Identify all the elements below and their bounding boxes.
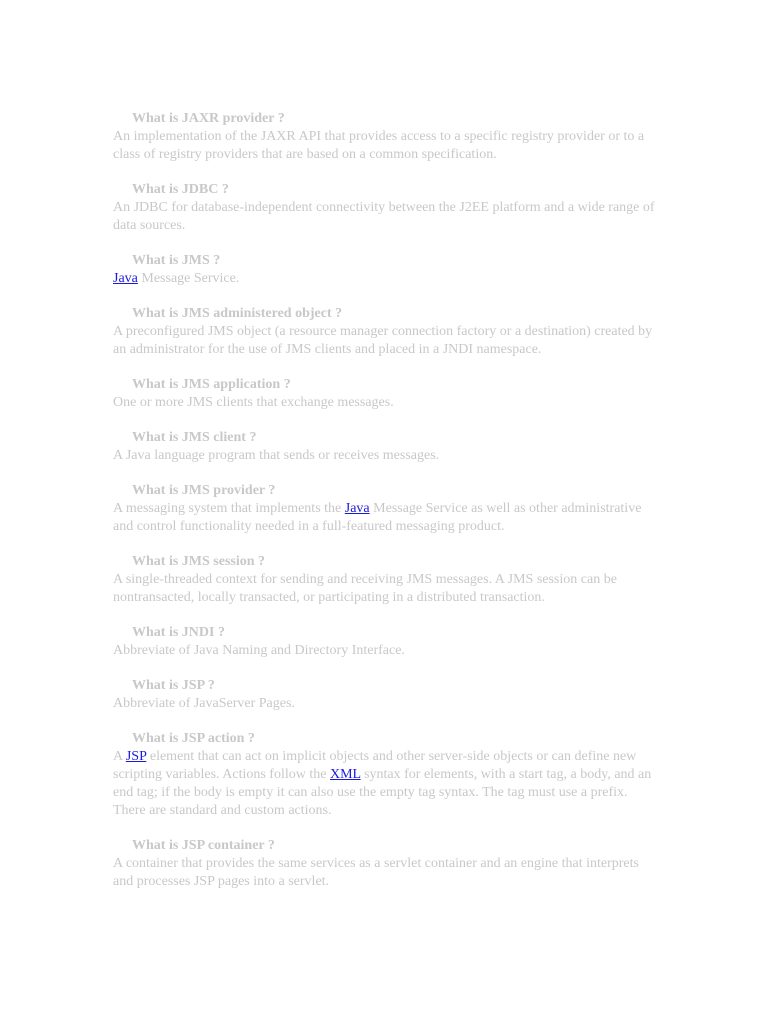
faq-question (113, 429, 658, 447)
answer-text: An implementation of the JAXR API that provides access to a specific registry provider or to a class of registry providers that are based on a common specification. (113, 129, 645, 162)
answer-text: Message Service. (137, 271, 240, 286)
question-text: What is JSP container ? (132, 838, 275, 853)
answer-text: An JDBC for database-independent connectivity between the J2EE platform and a wide range of data sources. (113, 200, 655, 233)
faq-entry (113, 553, 658, 607)
faq-question (113, 110, 658, 128)
faq-entry (113, 730, 658, 820)
question-text: What is JNDI ? (132, 625, 225, 640)
faq-answer (113, 855, 658, 891)
faq-question (113, 482, 658, 500)
faq-answer (113, 270, 658, 288)
answer-text: A Java language program that sends or receives messages. (113, 448, 440, 463)
question-text: What is JMS provider ? (132, 483, 276, 498)
answer-text: A (113, 749, 126, 764)
faq-entry (113, 624, 658, 660)
faq-answer (113, 447, 658, 465)
question-text: What is JDBC ? (132, 182, 229, 197)
faq-question (113, 305, 658, 323)
inline-link[interactable]: Java (113, 271, 138, 286)
answer-text: element that can act on implicit objects and other server-side objects or can define new scripting variables. Actions follow the (113, 749, 637, 782)
document-page (113, 110, 658, 908)
faq-answer (113, 394, 658, 412)
faq-answer (113, 323, 658, 359)
question-text: What is JMS session ? (132, 554, 266, 569)
answer-text: A single-threaded context for sending and receiving JMS messages. A JMS session can be nontransacted, locally transacted, or participating in a distributed transaction. (113, 572, 617, 605)
faq-entry (113, 376, 658, 412)
question-text: What is JSP ? (132, 678, 215, 693)
faq-answer (113, 695, 658, 713)
inline-link[interactable]: XML (329, 767, 361, 782)
answer-text: syntax for elements, with a start tag, a body, and an end tag; if the body is empty it can also use the empty tag syntax. The tag must use a prefix. There are standard and custom actions. (113, 767, 652, 818)
faq-answer (113, 199, 658, 235)
answer-text: Abbreviate of Java Naming and Directory Interface. (113, 643, 405, 658)
faq-entry (113, 252, 658, 288)
question-text: What is JMS administered object ? (132, 306, 343, 321)
faq-entry (113, 677, 658, 713)
question-text: What is JAXR provider ? (132, 111, 285, 126)
faq-question (113, 252, 658, 270)
faq-question (113, 376, 658, 394)
answer-text: A preconfigured JMS object (a resource manager connection factory or a destination) created by an administrator for the use of JMS clients and placed in a JNDI namespace. (113, 324, 653, 357)
answer-text: Abbreviate of JavaServer Pages. (113, 696, 295, 711)
faq-entry (113, 305, 658, 359)
faq-question (113, 730, 658, 748)
inline-link[interactable]: Java (344, 501, 370, 516)
faq-entry (113, 429, 658, 465)
faq-entry (113, 110, 658, 164)
faq-answer (113, 128, 658, 164)
question-text: What is JMS ? (132, 253, 221, 268)
faq-answer (113, 748, 658, 820)
faq-answer (113, 571, 658, 607)
faq-question (113, 181, 658, 199)
faq-answer (113, 642, 658, 660)
faq-entry (113, 837, 658, 891)
answer-text: One or more JMS clients that exchange messages. (113, 395, 394, 410)
faq-entry (113, 482, 658, 536)
faq-question (113, 837, 658, 855)
faq-question (113, 624, 658, 642)
answer-text: A messaging system that implements the (113, 501, 345, 516)
answer-text: A container that provides the same services as a servlet container and an engine that interprets and processes JSP pages into a servlet. (113, 856, 639, 889)
inline-link[interactable]: JSP (125, 749, 147, 764)
question-text: What is JSP action ? (132, 731, 255, 746)
answer-text: Message Service as well as other administrative and control functionality needed in a full-featured messaging product. (113, 501, 642, 534)
faq-question (113, 553, 658, 571)
question-text: What is JMS application ? (132, 377, 291, 392)
faq-answer (113, 500, 658, 536)
question-text: What is JMS client ? (132, 430, 257, 445)
faq-question (113, 677, 658, 695)
faq-entry (113, 181, 658, 235)
